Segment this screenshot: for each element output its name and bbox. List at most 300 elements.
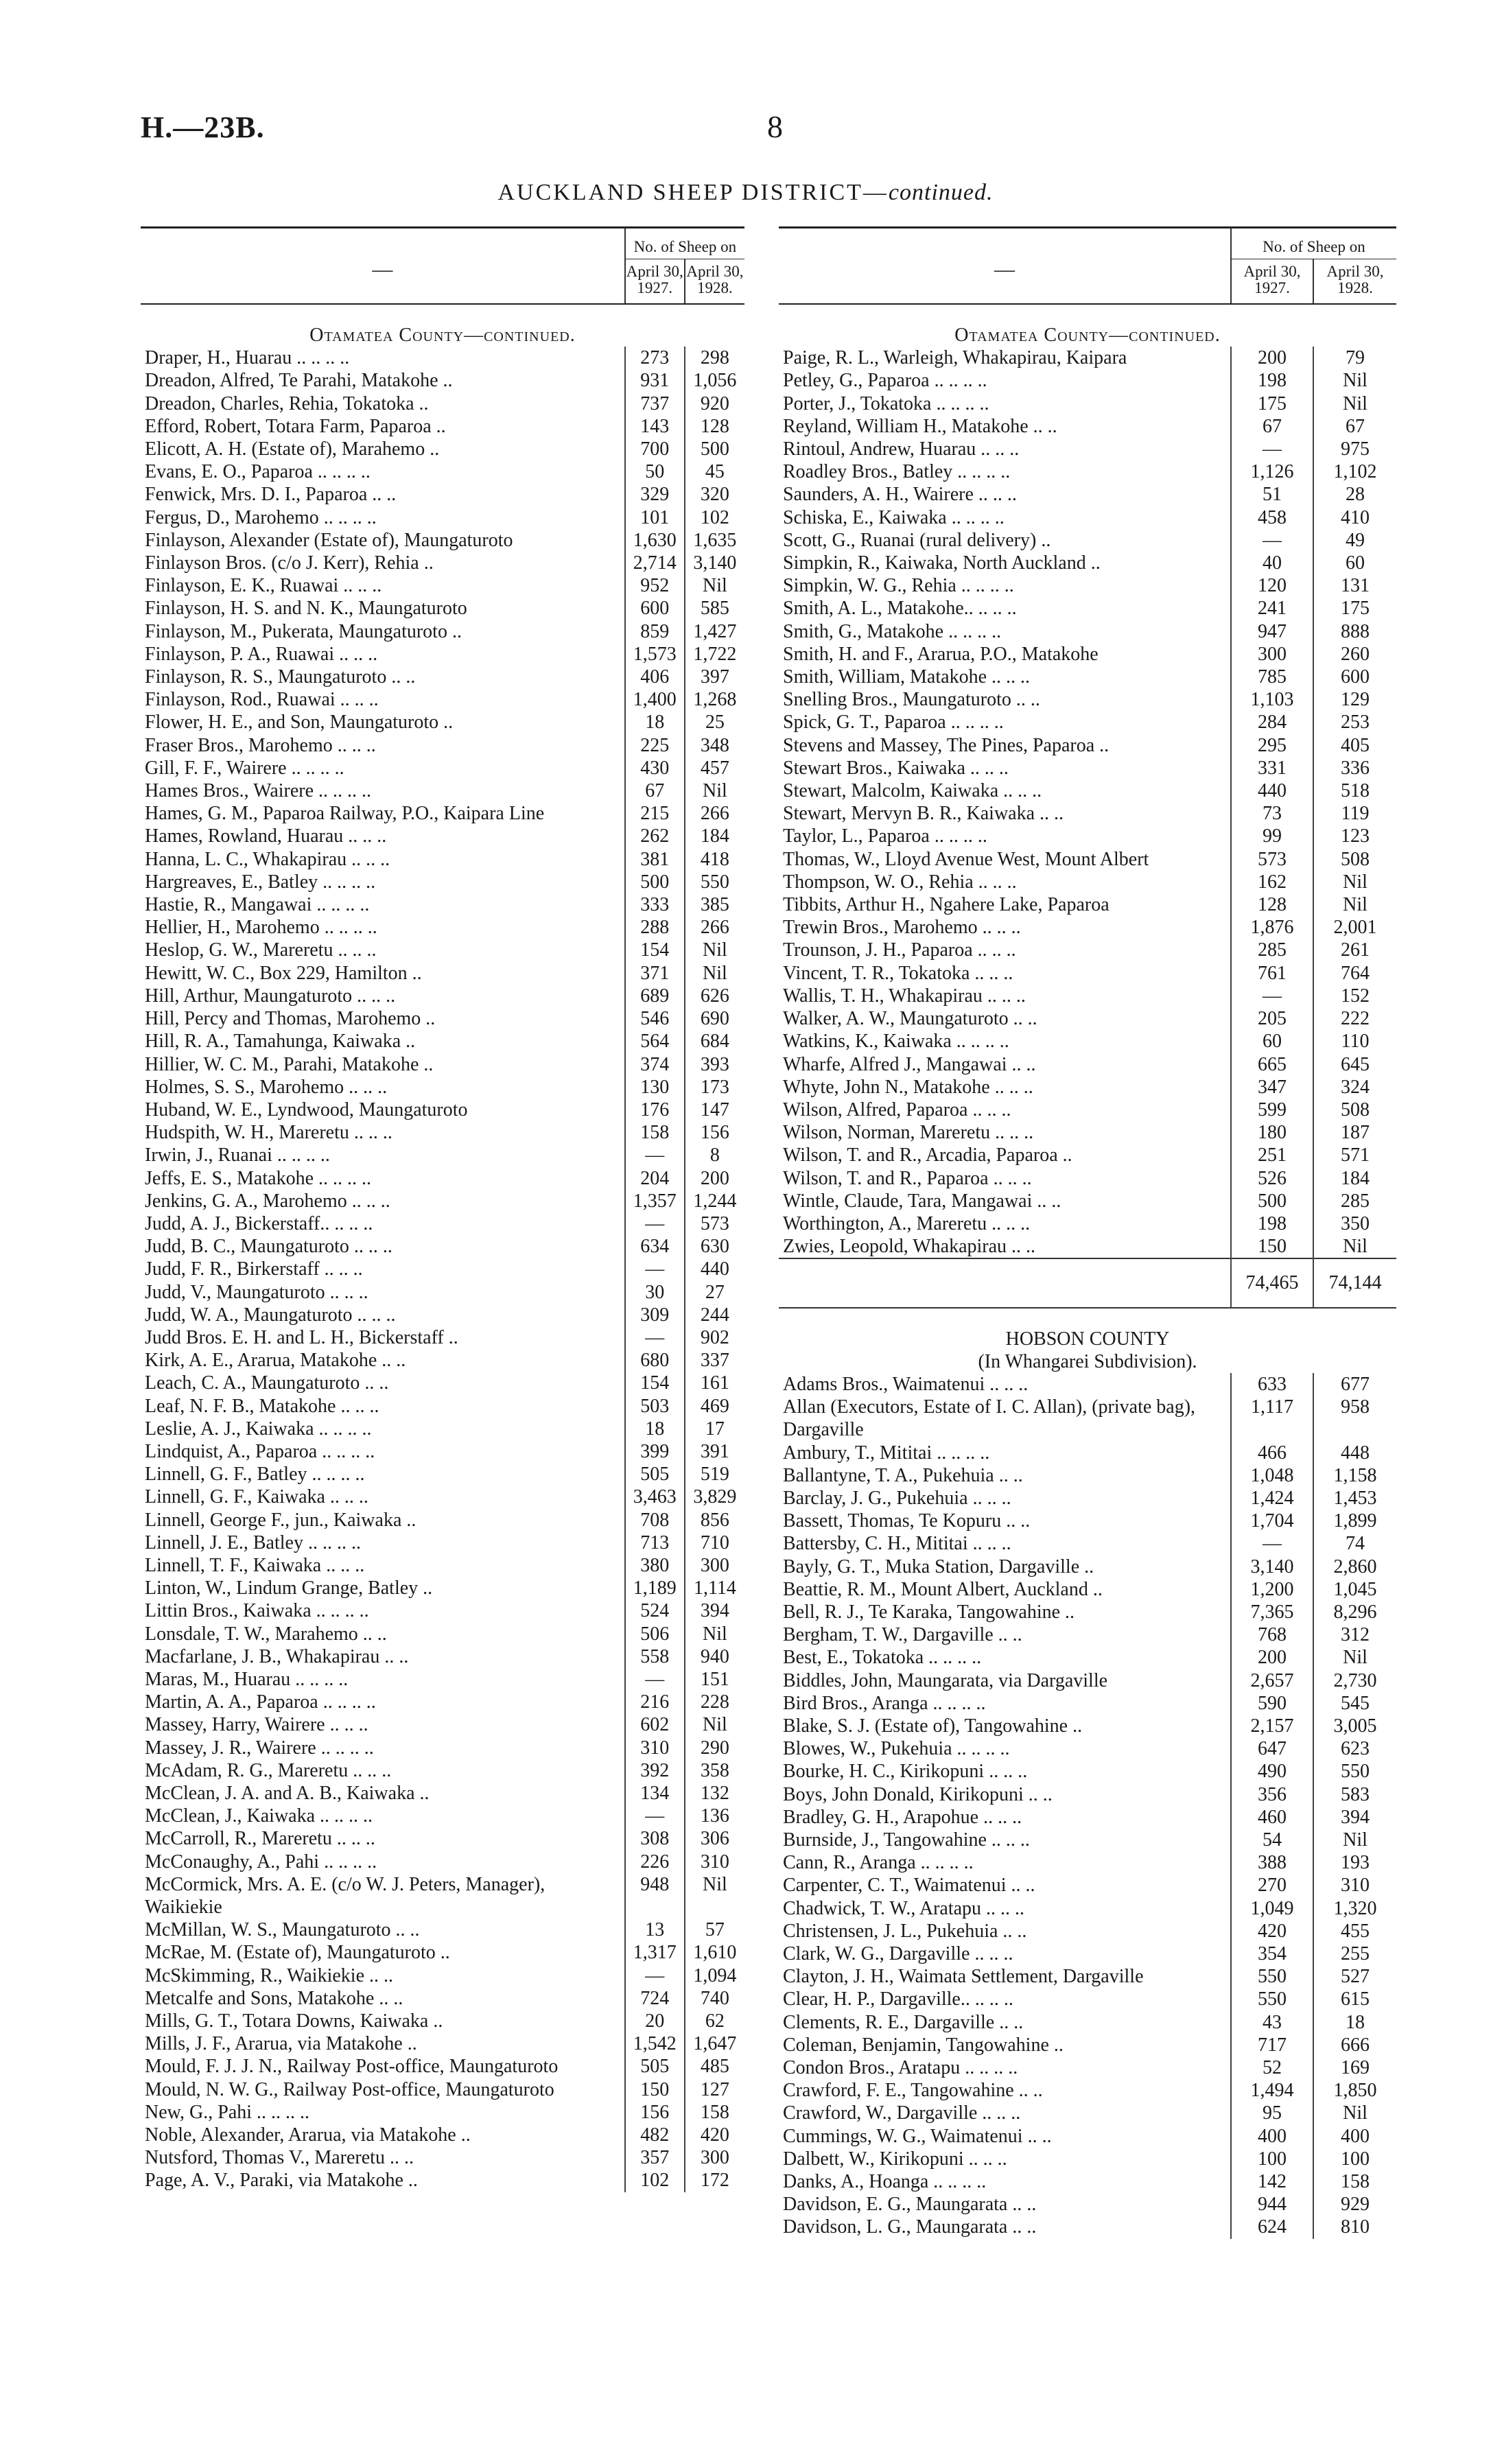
table-row [779, 1099, 1396, 1121]
right-column [779, 226, 1396, 2239]
sheep-1928: 405 [1313, 734, 1396, 757]
sheep-1927: 357 [625, 2146, 685, 2169]
sheep-1927: 30 [625, 1281, 685, 1304]
sheep-1928: 394 [1313, 1806, 1396, 1829]
sheep-1928: Nil [685, 779, 744, 802]
owner-name: Linnell, George F., jun., Kaiwaka .. [145, 1509, 416, 1531]
sheep-1927: 100 [1231, 2148, 1313, 2170]
table-row [141, 620, 744, 643]
owner-name: Scott, G., Ruanai (rural delivery) .. [783, 529, 1051, 551]
table-row [141, 2078, 744, 2101]
sheep-1928: 519 [685, 1463, 744, 1486]
sheep-1928: 385 [685, 893, 744, 916]
table-row [779, 985, 1396, 1007]
table-row [779, 1442, 1396, 1464]
sheep-1928: 1,610 [685, 1941, 744, 1964]
sheep-1928: 448 [1313, 1442, 1396, 1464]
year-1928-header: April 30, 1928. [685, 259, 744, 305]
sheep-1928: 518 [1313, 779, 1396, 802]
sheep-1928: 147 [685, 1099, 744, 1121]
sheep-1928: 79 [1313, 347, 1396, 369]
sheep-1928: 410 [1313, 506, 1396, 529]
owner-name: Boys, John Donald, Kirikopuni .. .. [783, 1783, 1053, 1805]
sheep-1928: 856 [685, 1509, 744, 1532]
table-row [141, 1212, 744, 1235]
owner-name: Leslie, A. J., Kaiwaka .. .. .. .. [145, 1418, 372, 1440]
owner-name: Evans, E. O., Paparoa .. .. .. .. [145, 461, 371, 483]
owner-name: Stewart, Malcolm, Kaiwaka .. .. .. [783, 780, 1042, 802]
sheep-1928: 152 [1313, 985, 1396, 1007]
sheep-1928: 74 [1313, 1532, 1396, 1555]
sheep-1927: 948 [625, 1873, 685, 1919]
sheep-1927: 944 [1231, 2193, 1313, 2216]
page-title [0, 180, 1491, 206]
sheep-1927: 2,714 [625, 552, 685, 574]
table-row [141, 1076, 744, 1099]
sheep-1927: — [625, 1805, 685, 1827]
table-row [141, 1326, 744, 1349]
table-row [141, 1827, 744, 1850]
owner-name: Kirk, A. E., Ararua, Matakohe .. .. [145, 1350, 406, 1372]
sheep-1928: 455 [1313, 1920, 1396, 1943]
owner-name: Fenwick, Mrs. D. I., Paparoa .. .. [145, 484, 397, 506]
sheep-1928: 228 [685, 1691, 744, 1713]
owner-name: McConaughy, A., Pahi .. .. .. .. [145, 1851, 377, 1873]
sheep-1927: 947 [1231, 620, 1313, 643]
table-row [141, 552, 744, 574]
sheep-1927: 717 [1231, 2034, 1313, 2056]
owner-name: Finlayson, P. A., Ruawai .. .. .. [145, 643, 378, 665]
sheep-1928: 940 [685, 1645, 744, 1668]
sheep-1928: Nil [1313, 369, 1396, 392]
sheep-1928: 100 [1313, 2148, 1396, 2170]
table-row [141, 688, 744, 711]
table-row [779, 1053, 1396, 1076]
table-row [141, 871, 744, 893]
sheep-1927: 785 [1231, 666, 1313, 688]
owner-name: Thomas, W., Lloyd Avenue West, Mount Albert [783, 848, 1149, 870]
table-row [779, 1190, 1396, 1212]
sheep-1928: 810 [1313, 2216, 1396, 2238]
owner-name: Carpenter, C. T., Waimatenui .. .. [783, 1875, 1035, 1897]
sheep-1928: 27 [685, 1281, 744, 1304]
table-row [779, 552, 1396, 574]
owner-name: Petley, G., Paparoa .. .. .. .. [783, 370, 987, 392]
table-row [779, 483, 1396, 506]
sheep-1928: 508 [1313, 848, 1396, 871]
sheep-1928: 400 [1313, 2125, 1396, 2148]
table-row [141, 893, 744, 916]
owner-name: Lonsdale, T. W., Marahemo .. .. [145, 1623, 387, 1645]
sheep-1928: 131 [1313, 574, 1396, 597]
owner-name: Best, E., Tokatoka .. .. .. .. [783, 1647, 982, 1669]
sheep-1928: 393 [685, 1053, 744, 1076]
table-row [141, 1987, 744, 2010]
owner-name: Rintoul, Andrew, Huarau .. .. .. [783, 438, 1020, 460]
sheep-1928: 2,860 [1313, 1556, 1396, 1578]
table-row [779, 1874, 1396, 1897]
table-row [141, 1851, 744, 1873]
sheep-1927: 270 [1231, 1874, 1313, 1897]
table-row [779, 1623, 1396, 1646]
sheep-1927: 101 [625, 506, 685, 529]
owner-name: Metcalfe and Sons, Matakohe .. .. [145, 1987, 403, 2009]
owner-name: Watkins, K., Kaiwaka .. .. .. .. [783, 1031, 1009, 1053]
sheep-1927: 162 [1231, 871, 1313, 893]
sheep-1927: 120 [1231, 574, 1313, 597]
sheep-1927: 99 [1231, 825, 1313, 847]
owner-name: Finlayson, R. S., Maungaturoto .. .. [145, 666, 416, 688]
sheep-1927: 1,317 [625, 1941, 685, 1964]
table-row [141, 1919, 744, 1941]
owner-name: Christensen, J. L., Pukehuia .. .. [783, 1920, 1027, 1942]
sheep-1927: 13 [625, 1919, 685, 1941]
owner-name: Roadley Bros., Batley .. .. .. .. [783, 461, 1011, 483]
sheep-count-header: No. of Sheep on [625, 228, 744, 259]
owner-name: Vincent, T. R., Tokatoka .. .. .. [783, 962, 1013, 984]
sheep-1927: 295 [1231, 734, 1313, 757]
owner-name: Bradley, G. H., Arapohue .. .. .. [783, 1806, 1022, 1828]
sheep-1928: 583 [1313, 1783, 1396, 1806]
sheep-1927: 309 [625, 1304, 685, 1326]
sheep-1928: 350 [1313, 1212, 1396, 1235]
owner-name: Schiska, E., Kaiwaka .. .. .. .. [783, 506, 1005, 528]
table-row [141, 2169, 744, 2192]
owner-name: McClean, J. A. and A. B., Kaiwaka .. [145, 1783, 430, 1804]
sheep-1928: 1,453 [1313, 1487, 1396, 1510]
table-row [779, 1235, 1396, 1258]
sheep-1928: 25 [685, 711, 744, 734]
sheep-1927: — [625, 1144, 685, 1166]
table-row [779, 1783, 1396, 1806]
owner-name: Finlayson, Rod., Ruawai .. .. .. [145, 689, 379, 711]
table-row [141, 347, 744, 369]
table-row [141, 1372, 744, 1394]
sheep-1927: 388 [1231, 1851, 1313, 1874]
owner-name: Worthington, A., Mareretu .. .. .. [783, 1212, 1031, 1234]
table-row [141, 1532, 744, 1554]
sheep-1927: 60 [1231, 1030, 1313, 1053]
sheep-1928: 888 [1313, 620, 1396, 643]
sheep-1928: Nil [685, 1713, 744, 1736]
table-row [141, 1167, 744, 1190]
sheep-1927: 506 [625, 1623, 685, 1645]
sheep-1927: 241 [1231, 597, 1313, 620]
sheep-1927: 680 [625, 1349, 685, 1372]
owner-name: McAdam, R. G., Mareretu .. .. .. [145, 1759, 392, 1781]
table-row [141, 438, 744, 460]
sheep-1928: 920 [685, 392, 744, 415]
sheep-1928: 690 [685, 1007, 744, 1030]
sheep-1927: 564 [625, 1030, 685, 1053]
sheep-1927: 931 [625, 369, 685, 392]
sheep-1927: 600 [625, 597, 685, 620]
sheep-1927: 590 [1231, 1692, 1313, 1715]
owner-name: McRae, M. (Estate of), Maungaturoto .. [145, 1942, 450, 1964]
owner-name: Macfarlane, J. B., Whakapirau .. .. [145, 1645, 409, 1667]
sheep-1927: 20 [625, 2010, 685, 2032]
table-row [141, 1941, 744, 1964]
table-row [141, 529, 744, 552]
sheep-1928: 136 [685, 1805, 744, 1827]
sheep-1927: 226 [625, 1851, 685, 1873]
sheep-1927: 505 [625, 1463, 685, 1486]
sheep-1928: 110 [1313, 1030, 1396, 1053]
sheep-1927: 737 [625, 392, 685, 415]
sheep-1927: 18 [625, 711, 685, 734]
owner-name: Wilson, T. and R., Paparoa .. .. .. [783, 1167, 1032, 1189]
sheep-1928: 253 [1313, 711, 1396, 734]
sheep-1927: — [625, 1326, 685, 1349]
sheep-1928: 571 [1313, 1144, 1396, 1166]
year-1927-header: April 30, 1927. [625, 259, 685, 305]
owner-name: Martin, A. A., Paparoa .. .. .. .. [145, 1691, 376, 1713]
sheep-1927: 665 [1231, 1053, 1313, 1076]
owner-name: Bassett, Thomas, Te Kopuru .. .. [783, 1510, 1031, 1532]
owner-name: Hastie, R., Mangawai .. .. .. .. [145, 894, 370, 916]
owner-name: Mills, G. T., Totara Downs, Kaiwaka .. [145, 2010, 443, 2032]
sheep-1928: 255 [1313, 1943, 1396, 1965]
owner-name: Chadwick, T. W., Aratapu .. .. .. [783, 1897, 1025, 1919]
sheep-1927: 1,630 [625, 529, 685, 552]
owner-name: Leach, C. A., Maungaturoto .. .. [145, 1372, 389, 1394]
owner-name: Finlayson, E. K., Ruawai .. .. .. [145, 575, 382, 597]
sheep-1927: 300 [1231, 643, 1313, 666]
sheep-1928: 266 [685, 916, 744, 939]
table-row [779, 779, 1396, 802]
owner-name: Finlayson, M., Pukerata, Maungaturoto .. [145, 620, 462, 642]
sheep-1927: 1,400 [625, 688, 685, 711]
table-row [141, 1418, 744, 1440]
document-reference: H.—23B. [141, 110, 265, 144]
sheep-1927: 156 [625, 2101, 685, 2124]
sheep-1927: 7,365 [1231, 1601, 1313, 1623]
table-row [779, 1007, 1396, 1030]
table-row [779, 620, 1396, 643]
sheep-1927: 713 [625, 1532, 685, 1554]
sheep-1927: 689 [625, 985, 685, 1007]
owner-name: Burnside, J., Tangowahine .. .. .. [783, 1829, 1030, 1851]
left-sheep-table [141, 226, 744, 2192]
owner-name: Dreadon, Charles, Rehia, Tokatoka .. [145, 392, 429, 414]
sheep-1928: 1,102 [1313, 460, 1396, 483]
sheep-1927: 724 [625, 1987, 685, 2010]
table-row [141, 1964, 744, 1987]
sheep-1927: 708 [625, 1509, 685, 1532]
sheep-1928: 324 [1313, 1076, 1396, 1099]
owner-name: Saunders, A. H., Wairere .. .. .. [783, 484, 1017, 506]
owner-header: — [779, 228, 1231, 305]
owner-name: Simpkin, R., Kaiwaka, North Auckland .. [783, 552, 1101, 574]
table-row [779, 1897, 1396, 1920]
sheep-1928: 173 [685, 1076, 744, 1099]
owner-name: Reyland, William H., Matakohe .. .. [783, 415, 1057, 437]
sheep-1927: 205 [1231, 1007, 1313, 1030]
table-row [141, 415, 744, 438]
sheep-1928: 485 [685, 2055, 744, 2078]
sheep-1928: Nil [685, 962, 744, 985]
owner-name: Wallis, T. H., Whakapirau .. .. .. [783, 985, 1026, 1007]
sheep-1928: 337 [685, 1349, 744, 1372]
table-row [779, 757, 1396, 779]
sheep-1927: 2,157 [1231, 1715, 1313, 1737]
owner-name: Whyte, John N., Matakohe .. .. .. [783, 1076, 1033, 1098]
table-row [141, 2055, 744, 2078]
right-sheep-table [779, 226, 1396, 2239]
sheep-1928: 420 [685, 2124, 744, 2146]
table-row [141, 460, 744, 483]
sheep-1928: 129 [1313, 688, 1396, 711]
table-row [779, 506, 1396, 529]
table-row [141, 757, 744, 779]
sheep-1928: 615 [1313, 1988, 1396, 2010]
sheep-1928: 3,829 [685, 1486, 744, 1508]
table-row [141, 848, 744, 871]
sheep-1927: 524 [625, 1599, 685, 1622]
table-row [779, 825, 1396, 847]
owner-name: Battersby, C. H., Mititai .. .. .. [783, 1533, 1011, 1555]
table-row [141, 1759, 744, 1782]
sheep-1927: 273 [625, 347, 685, 369]
sheep-1927: 1,126 [1231, 460, 1313, 483]
table-row [141, 506, 744, 529]
sheep-1928: 28 [1313, 483, 1396, 506]
owner-name: Noble, Alexander, Ararua, via Matakohe .. [145, 2124, 471, 2146]
owner-name: Massey, J. R., Wairere .. .. .. .. [145, 1737, 374, 1759]
owner-name: Hill, Arthur, Maungaturoto .. .. .. [145, 985, 396, 1007]
sheep-1927: 420 [1231, 1920, 1313, 1943]
owner-name: Clements, R. E., Dargaville .. .. [783, 2011, 1024, 2033]
table-row [141, 2146, 744, 2169]
sheep-1927: 40 [1231, 552, 1313, 574]
sheep-1928: 1,114 [685, 1577, 744, 1599]
owner-name: Hames Bros., Wairere .. .. .. .. [145, 780, 372, 802]
sheep-1928: 260 [1313, 643, 1396, 666]
sheep-1927: — [1231, 1532, 1313, 1555]
table-row [141, 369, 744, 392]
table-row [141, 1873, 744, 1919]
sheep-1928: 1,427 [685, 620, 744, 643]
sheep-1927: 1,357 [625, 1190, 685, 1212]
sheep-1928: Nil [1313, 1646, 1396, 1669]
table-row [141, 483, 744, 506]
sheep-1928: 1,320 [1313, 1897, 1396, 1920]
left-column [141, 226, 744, 2192]
owner-name: Linnell, T. F., Kaiwaka .. .. .. [145, 1554, 365, 1576]
sheep-1928: 17 [685, 1418, 744, 1440]
owner-name: Snelling Bros., Maungaturoto .. .. [783, 689, 1040, 711]
table-row [141, 392, 744, 415]
table-row [141, 1395, 744, 1418]
sheep-1928: 266 [685, 802, 744, 825]
sheep-1928: 440 [685, 1258, 744, 1280]
owner-name: Judd, V., Maungaturoto .. .. .. [145, 1281, 368, 1303]
sheep-1928: 45 [685, 460, 744, 483]
sheep-1927: 761 [1231, 962, 1313, 985]
table-row [779, 1601, 1396, 1623]
owner-name: Judd, F. R., Birkerstaff .. .. .. [145, 1258, 363, 1280]
table-row [779, 347, 1396, 369]
owner-name: Hargreaves, E., Batley .. .. .. .. [145, 871, 376, 893]
table-row [141, 1509, 744, 1532]
sheep-1928: 1,850 [1313, 2079, 1396, 2102]
table-row [779, 1920, 1396, 1943]
owner-name: Gill, F. F., Wairere .. .. .. .. [145, 757, 344, 779]
sheep-1927: 18 [625, 1418, 685, 1440]
table-row [779, 1464, 1396, 1487]
table-row [141, 1304, 744, 1326]
section-heading: Otamatea County—continued. [954, 325, 1221, 346]
owner-name: Hill, Percy and Thomas, Marohemo .. [145, 1008, 436, 1030]
sheep-1928: 184 [1313, 1167, 1396, 1190]
sheep-1928: 2,730 [1313, 1669, 1396, 1692]
sheep-1927: 73 [1231, 802, 1313, 825]
sheep-1927: 399 [625, 1440, 685, 1463]
owner-name: Biddles, John, Maungarata, via Dargaville [783, 1669, 1108, 1691]
owner-name: Thompson, W. O., Rehia .. .. .. [783, 871, 1017, 893]
sheep-1927: 134 [625, 1782, 685, 1805]
sheep-1927: 354 [1231, 1943, 1313, 1965]
sheep-1928: 300 [685, 2146, 744, 2169]
table-row [779, 1646, 1396, 1669]
owner-name: Hames, G. M., Paparoa Railway, P.O., Kaipara Line [145, 803, 545, 825]
sheep-1928: 1,722 [685, 643, 744, 666]
sheep-1927: 440 [1231, 779, 1313, 802]
owner-name: McClean, J., Kaiwaka .. .. .. .. [145, 1805, 373, 1827]
sheep-1927: — [1231, 529, 1313, 552]
table-row [141, 825, 744, 847]
table-row [141, 1737, 744, 1759]
sheep-1927: 331 [1231, 757, 1313, 779]
sheep-1927: 380 [625, 1554, 685, 1577]
page-title-main: AUCKLAND SHEEP DISTRICT— [497, 180, 889, 205]
owner-name: Maras, M., Huarau .. .. .. .. [145, 1668, 349, 1690]
sheep-1927: 251 [1231, 1144, 1313, 1166]
owner-name: Blowes, W., Pukehuia .. .. .. .. [783, 1738, 1010, 1760]
sheep-1928: 457 [685, 757, 744, 779]
table-row [141, 1668, 744, 1691]
owner-name: Nutsford, Thomas V., Mareretu .. .. [145, 2147, 414, 2169]
sheep-1928: 151 [685, 1668, 744, 1691]
sheep-1927: — [625, 1668, 685, 1691]
sheep-1928: 545 [1313, 1692, 1396, 1715]
owner-name: Tibbits, Arthur H., Ngahere Lake, Paparoa [783, 894, 1110, 916]
sheep-1928: 161 [685, 1372, 744, 1394]
table-row [779, 1396, 1396, 1441]
sheep-1927: 347 [1231, 1076, 1313, 1099]
sheep-1928: 527 [1313, 1965, 1396, 1988]
sheep-1928: 132 [685, 1782, 744, 1805]
owner-name: Davidson, L. G., Maungarata .. .. [783, 2216, 1037, 2238]
table-row [141, 779, 744, 802]
owner-name: Beattie, R. M., Mount Albert, Auckland .. [783, 1578, 1103, 1600]
sheep-1928: 677 [1313, 1373, 1396, 1396]
table-row [779, 643, 1396, 666]
sheep-1928: 550 [685, 871, 744, 893]
sheep-1927: 1,494 [1231, 2079, 1313, 2102]
table-row [779, 802, 1396, 825]
sheep-1927: 285 [1231, 939, 1313, 961]
sheep-1927: 859 [625, 620, 685, 643]
sheep-1927: 371 [625, 962, 685, 985]
owner-name: Heslop, G. W., Mareretu .. .. .. [145, 939, 377, 961]
owner-name: Judd Bros. E. H. and L. H., Bickerstaff .. [145, 1326, 458, 1348]
owner-name: Holmes, S. S., Marohemo .. .. .. [145, 1076, 388, 1098]
table-row [779, 2011, 1396, 2034]
sheep-1928: 626 [685, 985, 744, 1007]
sheep-1927: 200 [1231, 1646, 1313, 1669]
sheep-1928: 469 [685, 1395, 744, 1418]
